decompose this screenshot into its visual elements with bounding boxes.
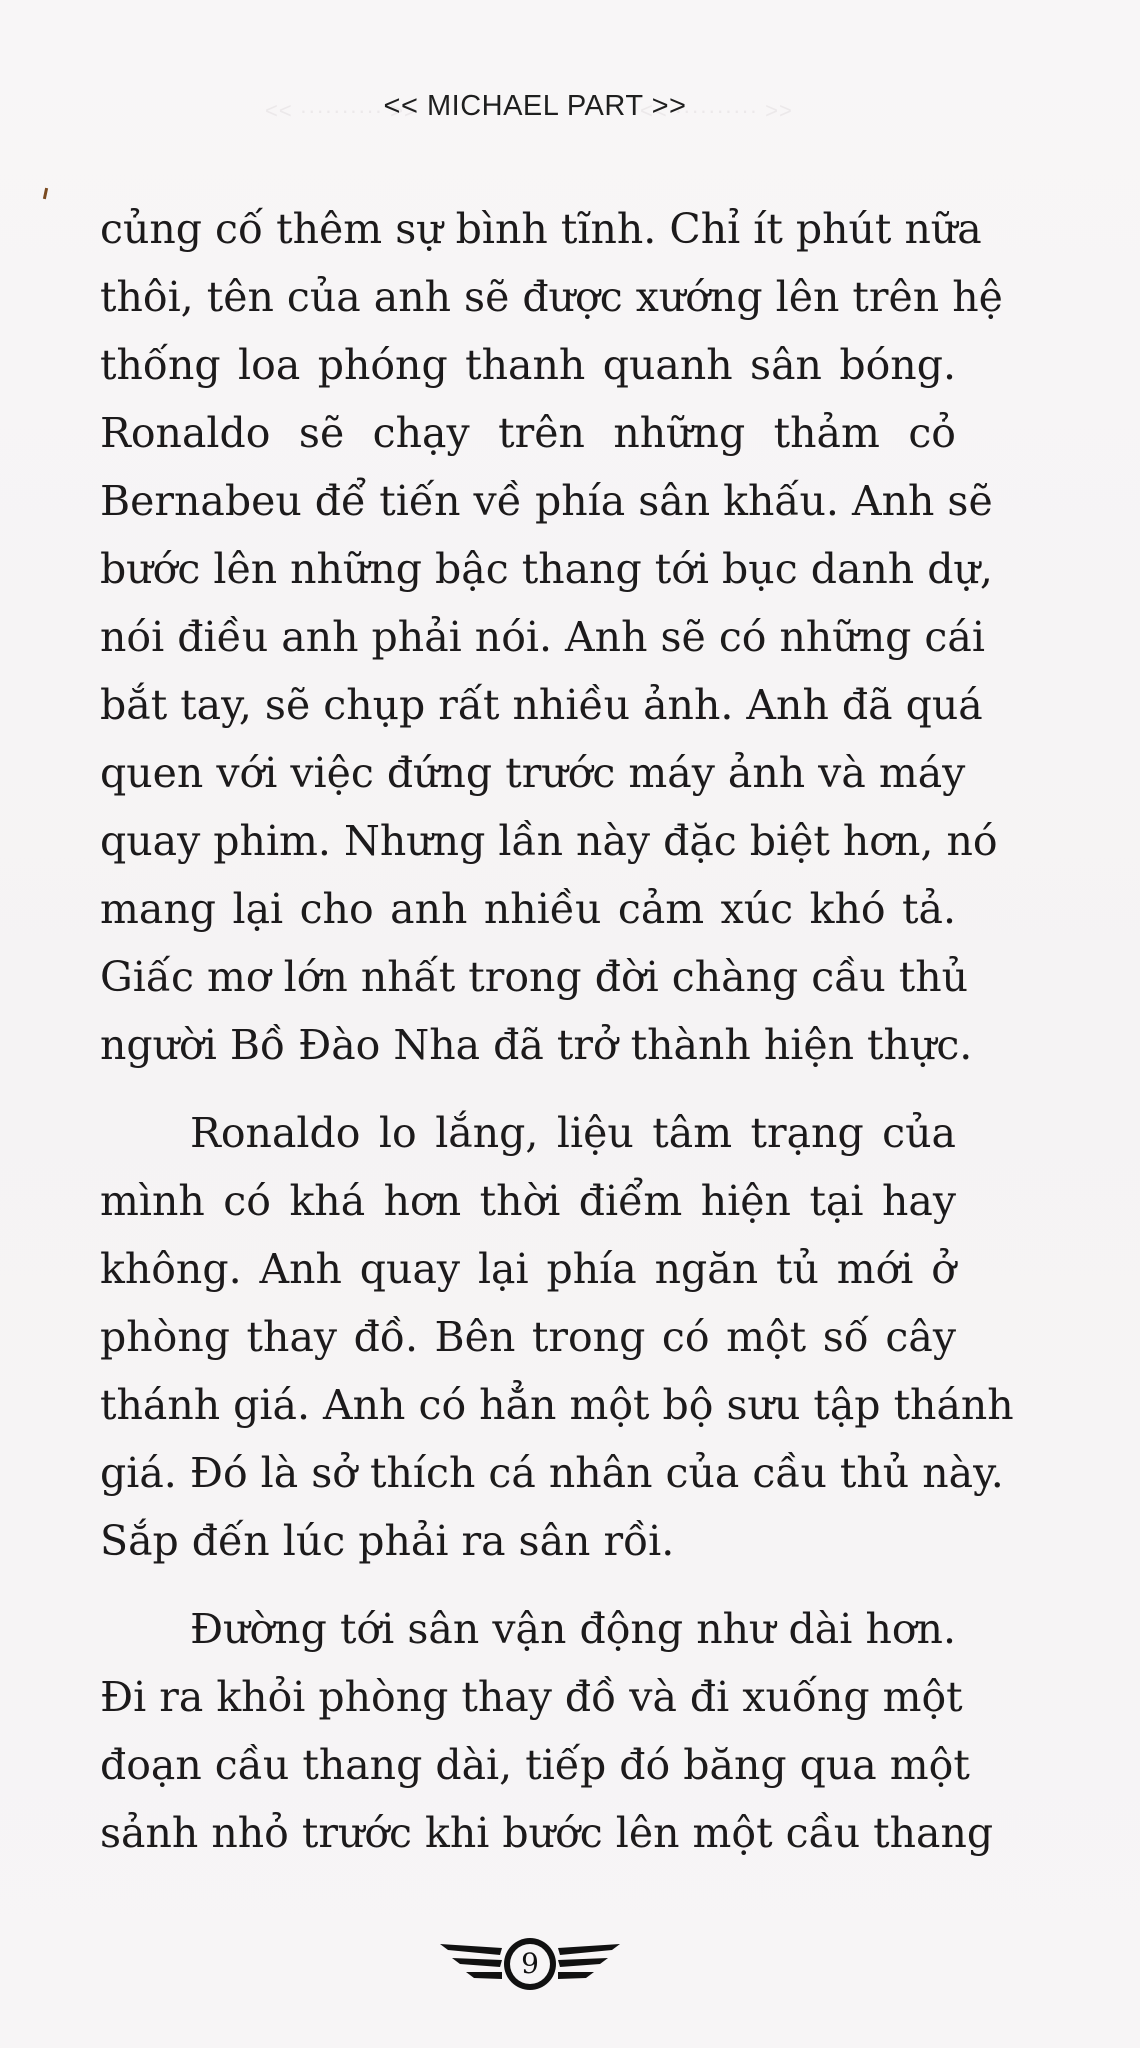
text-line: bước lên những bậc thang tới bục danh dự, bbox=[100, 545, 993, 593]
page-number-emblem bbox=[430, 1930, 630, 2000]
paragraph-gap bbox=[100, 1575, 956, 1595]
body-text bbox=[100, 195, 1014, 1867]
text-line: Sắp đến lúc phải ra sân rồi. bbox=[100, 1517, 675, 1565]
text-line: Bernabeu để tiến về phía sân khấu. Anh sẽ bbox=[100, 477, 993, 525]
ink-mark bbox=[43, 188, 48, 199]
text-line: Đường tới sân vận động như dài hơn. bbox=[190, 1605, 956, 1653]
text-line: thánh giá. Anh có hẳn một bộ sưu tập thánh bbox=[100, 1381, 1014, 1429]
page-number: 9 bbox=[521, 1947, 539, 1980]
running-head: << MICHAEL PART >> bbox=[383, 90, 687, 122]
text-line: quen với việc đứng trước máy ảnh và máy bbox=[100, 749, 966, 797]
text-line: Ronaldo lo lắng, liệu tâm trạng của bbox=[190, 1109, 956, 1157]
text-line: củng cố thêm sự bình tĩnh. Chỉ ít phút nữa bbox=[100, 205, 982, 253]
paragraph-gap bbox=[100, 1079, 956, 1099]
text-line: bắt tay, sẽ chụp rất nhiều ảnh. Anh đã quá bbox=[100, 681, 983, 729]
bleed-through-left: << ·········· >> bbox=[265, 98, 418, 123]
text-line: Đi ra khỏi phòng thay đồ và đi xuống một bbox=[100, 1673, 963, 1721]
text-line: quay phim. Nhưng lần này đặc biệt hơn, nó bbox=[100, 817, 998, 865]
text-line: Ronaldo sẽ chạy trên những thảm cỏ bbox=[100, 409, 956, 457]
text-line: không. Anh quay lại phía ngăn tủ mới ở bbox=[100, 1245, 956, 1293]
paragraph-3 bbox=[100, 1595, 994, 1867]
bleed-through-right: << ·········· >> bbox=[640, 98, 793, 123]
text-line: Giấc mơ lớn nhất trong đời chàng cầu thủ bbox=[100, 953, 969, 1001]
text-line: thống loa phóng thanh quanh sân bóng. bbox=[100, 341, 956, 389]
text-line: phòng thay đồ. Bên trong có một số cây bbox=[100, 1313, 956, 1361]
text-line: giá. Đó là sở thích cá nhân của cầu thủ này. bbox=[100, 1449, 1004, 1497]
text-line: mang lại cho anh nhiều cảm xúc khó tả. bbox=[100, 885, 956, 933]
text-line: đoạn cầu thang dài, tiếp đó băng qua một bbox=[100, 1741, 970, 1789]
paragraph-2 bbox=[100, 1099, 1014, 1575]
text-line: mình có khá hơn thời điểm hiện tại hay bbox=[100, 1177, 956, 1225]
text-line: nói điều anh phải nói. Anh sẽ có những cái bbox=[100, 613, 985, 661]
text-line: thôi, tên của anh sẽ được xướng lên trên hệ bbox=[100, 273, 1003, 321]
text-line: người Bồ Đào Nha đã trở thành hiện thực. bbox=[100, 1021, 973, 1069]
paragraph-1 bbox=[100, 195, 1003, 1079]
text-line: sảnh nhỏ trước khi bước lên một cầu thang bbox=[100, 1809, 994, 1857]
